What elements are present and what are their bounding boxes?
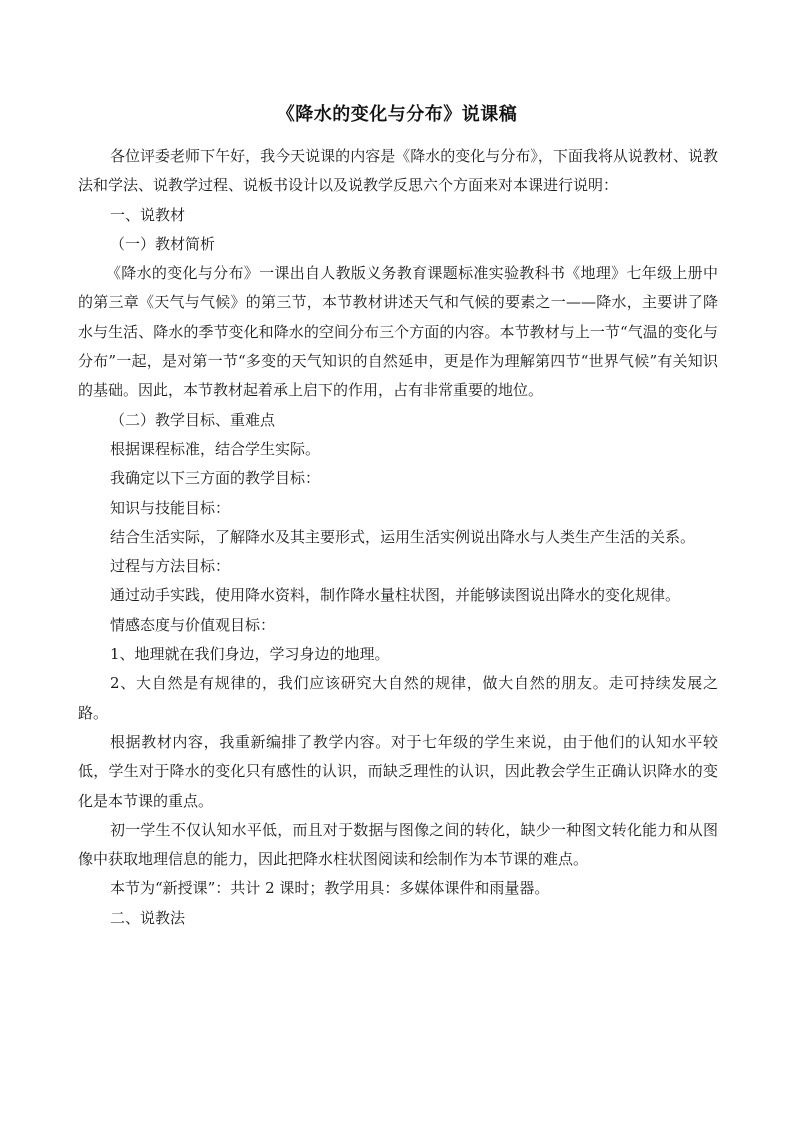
emotion-goal-item-1: 1、地理就在我们身边，学习身边的地理。 — [110, 645, 390, 664]
subsection-heading-analysis: （一）教材简析 — [110, 234, 216, 253]
process-goal-text: 通过动手实践，使用降水资料，制作降水量柱状图，并能够读图说出降水的变化规律。 — [110, 586, 681, 605]
emotion-goal-heading: 情感态度与价值观目标： — [110, 615, 276, 634]
goals-intro-line: 根据课程标准，结合学生实际。 — [110, 439, 321, 458]
document-title: 《降水的变化与分布》说课稿 — [276, 104, 518, 125]
intro-paragraph: 各位评委老师下午好，我今天说课的内容是《降水的变化与分布》，下面我将从说教材、说教法和学法、说教学过程、说板书设计以及说教学反思六个方面来对本课进行说明： — [78, 147, 718, 195]
section-heading-textbook: 一、说教材 — [110, 205, 186, 224]
knowledge-goal-text: 结合生活实际，了解降水及其主要形式，运用生活实例说出降水与人类生产生活的关系。 — [110, 527, 696, 546]
emotion-goal-item-2: 2、大自然是有规律的，我们应该研究大自然的规律，做大自然的朋友。走可持续发展之路。 — [78, 674, 718, 722]
key-point-paragraph: 根据教材内容，我重新编排了教学内容。对于七年级的学生来说，由于他们的认知水平较低，学生对于降水的变化只有感性的认识，而缺乏理性的认识，因此教会学生正确认识降水的变化是本节课的重点。 — [78, 732, 718, 810]
knowledge-goal-heading: 知识与技能目标： — [110, 498, 231, 517]
analysis-paragraph: 《降水的变化与分布》一课出自人教版义务教育课题标准实验教科书《地理》七年级上册中的第三章《天气与气候》的第三节，本节教材讲述天气和气候的要素之一——降水，主要讲了降水与生活、降水的季节变化和降水的空间分布三个方面的内容。本节教材与上一节“气温的变化与分布”一起，是对第一节“多变的天气知识的自然延申，更是作为理解第四节“世界气候”有关知识的基础。因此，本节教材起着承上启下的作用，占有非常重要的地位。 — [78, 264, 718, 400]
section-heading-method: 二、说教法 — [110, 908, 186, 927]
subsection-heading-goals: （二）教学目标、重难点 — [110, 410, 276, 429]
document-body — [78, 142, 718, 933]
process-goal-heading: 过程与方法目标： — [110, 557, 231, 576]
difficulty-paragraph: 初一学生不仅认知水平低，而且对于数据与图像之间的转化，缺少一种图文转化能力和从图像中获取地理信息的能力，因此把降水柱状图阅读和绘制作为本节课的难点。 — [78, 820, 718, 869]
goals-intro-line-2: 我确定以下三方面的教学目标： — [110, 469, 321, 488]
lesson-info-line: 本节为“新授课”：共计 2 课时；教学用具：多媒体课件和雨量器。 — [110, 879, 550, 898]
